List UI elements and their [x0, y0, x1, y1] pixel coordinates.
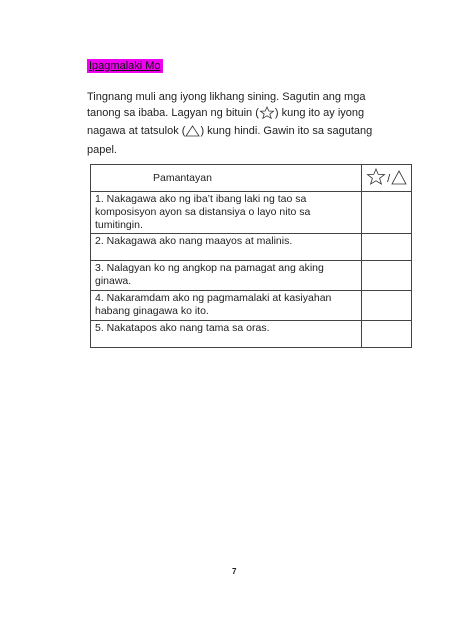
- criterion-header: Pamantayan: [91, 165, 362, 192]
- criteria-table: [90, 164, 412, 348]
- page-number: 7: [232, 567, 237, 576]
- instructions-text-1: Tingnang muli ang iyong likhang sining. Sagutin ang mga tanong sa ibaba. Lagyan ng bituin (: [87, 91, 366, 119]
- triangle-icon: [185, 125, 200, 143]
- criterion-text: 4. Nakaramdam ako ng pagmamalaki at kasiyahan habang ginagawa ko ito.: [91, 291, 362, 321]
- answer-cell[interactable]: [362, 234, 412, 261]
- section-heading: Ipagmalaki Mo: [89, 60, 161, 72]
- instructions-paragraph: [87, 90, 397, 158]
- star-icon: [259, 106, 275, 125]
- answer-cell[interactable]: [362, 321, 412, 348]
- answer-cell[interactable]: [362, 192, 412, 234]
- answer-cell[interactable]: [362, 291, 412, 321]
- criterion-text: 1. Nakagawa ako ng iba’t ibang laki ng tao sa komposisyon ayon sa distansiya o layo nito sa tumitingin.: [91, 192, 362, 234]
- instructions-text-2: ) kung ito ay iyong nagawa at tatsulok (: [87, 106, 365, 137]
- table-row: [91, 192, 412, 234]
- criterion-text: 5. Nakatapos ako nang tama sa oras.: [91, 321, 362, 348]
- table-row: [91, 321, 412, 348]
- criterion-text: 2. Nakagawa ako nang maayos at malinis.: [91, 234, 362, 261]
- criterion-text: 3. Nalagyan ko ng angkop na pamagat ang aking ginawa.: [91, 261, 362, 291]
- instructions-text-3: ) kung hindi. Gawin ito sa sagutang papel.: [87, 125, 373, 156]
- rating-header: [362, 165, 412, 192]
- table-header-row: [91, 165, 412, 192]
- table-row: [91, 234, 412, 261]
- star-icon: [366, 176, 386, 188]
- answer-cell[interactable]: [362, 261, 412, 291]
- table-row: [91, 261, 412, 291]
- triangle-icon: [391, 176, 407, 188]
- rating-separator: /: [387, 172, 391, 185]
- table-row: [91, 291, 412, 321]
